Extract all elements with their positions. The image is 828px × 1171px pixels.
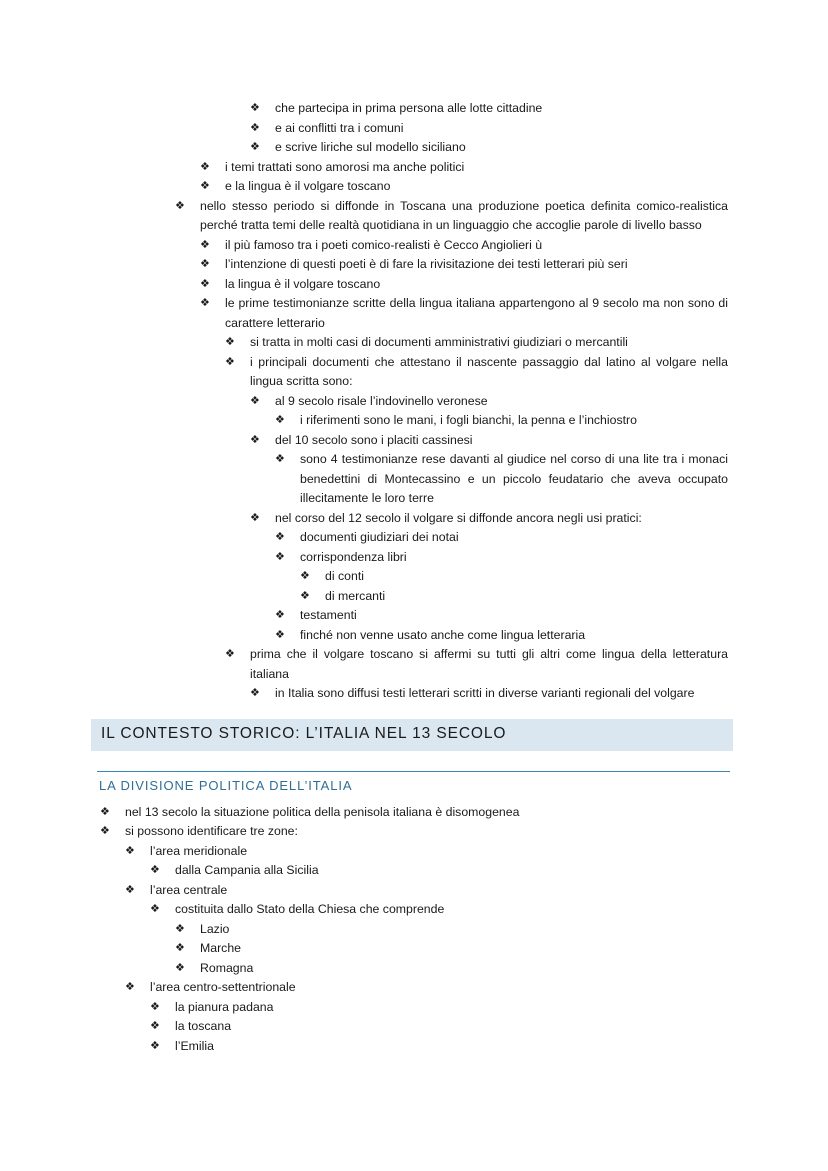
bullet-item: ❖ di mercanti — [325, 587, 385, 607]
bullet-item: ❖ testamenti — [300, 606, 357, 626]
bullet-item: ❖ corrispondenza libri — [300, 548, 407, 568]
bullet-item: ❖ in Italia sono diffusi testi letterari scritti in diverse varianti regionali del volgare — [275, 684, 694, 704]
bullet-item: ❖ la pianura padana — [175, 998, 273, 1018]
bullet-item: ❖ nel corso del 12 secolo il volgare si diffonde ancora negli usi pratici: — [275, 509, 642, 529]
bullet-item: ❖ si possono identificare tre zone: — [125, 822, 298, 842]
bullet-item: ❖ Romagna — [200, 959, 253, 979]
bullet-item: ❖ del 10 secolo sono i placiti cassinesi — [275, 431, 473, 451]
bullet-item: ❖ si tratta in molti casi di documenti amministrativi giudiziari o mercantili — [250, 333, 628, 353]
subsection-heading: LA DIVISIONE POLITICA DELL’ITALIA — [99, 778, 353, 793]
bullet-item: ❖ i principali documenti che attestano il nascente passaggio dal latino al volgare nella lingua scritta sono: — [250, 353, 728, 392]
bullet-item: ❖ costituita dallo Stato della Chiesa che comprende — [175, 900, 444, 920]
bullet-item: ❖ prima che il volgare toscano si affermi su tutti gli altri come lingua della letteratura italiana — [250, 645, 728, 684]
bullet-item: ❖ nel 13 secolo la situazione politica della penisola italiana è disomogenea — [125, 803, 519, 823]
bullet-item: ❖ che partecipa in prima persona alle lotte cittadine — [275, 99, 542, 119]
bullet-item: ❖ e la lingua è il volgare toscano — [225, 177, 390, 197]
bullet-item: ❖ la lingua è il volgare toscano — [225, 275, 380, 295]
bullet-item: ❖ l’area meridionale — [150, 842, 247, 862]
bullet-item: ❖ documenti giudiziari dei notai — [300, 528, 459, 548]
bullet-item: ❖ nello stesso periodo si diffonde in Toscana una produzione poetica definita comico-realistica perché tratta temi delle realtà quotidiana in un linguaggio che accoglie parole di livello basso — [200, 197, 728, 236]
bullet-item: ❖ e scrive liriche sul modello siciliano — [275, 138, 466, 158]
section-heading — [91, 719, 733, 751]
bullet-item: ❖ di conti — [325, 567, 364, 587]
bullet-item: ❖ al 9 secolo risale l’indovinello veronese — [275, 392, 488, 412]
bullet-item: ❖ Marche — [200, 939, 241, 959]
bullet-item: ❖ l’Emilia — [175, 1037, 214, 1057]
section-heading-text: IL CONTESTO STORICO: L’ITALIA NEL 13 SECOLO — [101, 725, 507, 742]
bullet-item: ❖ le prime testimonianze scritte della lingua italiana appartengono al 9 secolo ma non sono di carattere letterario — [225, 294, 728, 333]
bullet-item: ❖ finché non venne usato anche come lingua letteraria — [300, 626, 585, 646]
bullet-item: ❖ l’area centrale — [150, 881, 227, 901]
bullet-item: ❖ l’intenzione di questi poeti è di fare la rivisitazione dei testi letterari più seri — [225, 255, 628, 275]
bullet-item: ❖ sono 4 testimonianze rese davanti al giudice nel corso di una lite tra i monaci benedettini di Montecassino e un piccolo feudatario che aveva occupato illecitamente le loro terre — [300, 450, 728, 509]
bullet-item: ❖ l’area centro-settentrionale — [150, 978, 296, 998]
bullet-item: ❖ Lazio — [200, 920, 229, 940]
bullet-item: ❖ e ai conflitti tra i comuni — [275, 119, 404, 139]
bullet-item: ❖ i riferimenti sono le mani, i fogli bianchi, la penna e l’inchiostro — [300, 411, 637, 431]
bullet-item: ❖ dalla Campania alla Sicilia — [175, 861, 319, 881]
bullet-item: ❖ la toscana — [175, 1017, 231, 1037]
bullet-item: ❖ i temi trattati sono amorosi ma anche politici — [225, 158, 464, 178]
heading-rule — [97, 771, 730, 772]
bullet-item: ❖ il più famoso tra i poeti comico-realisti è Cecco Angiolieri ù — [225, 236, 542, 256]
